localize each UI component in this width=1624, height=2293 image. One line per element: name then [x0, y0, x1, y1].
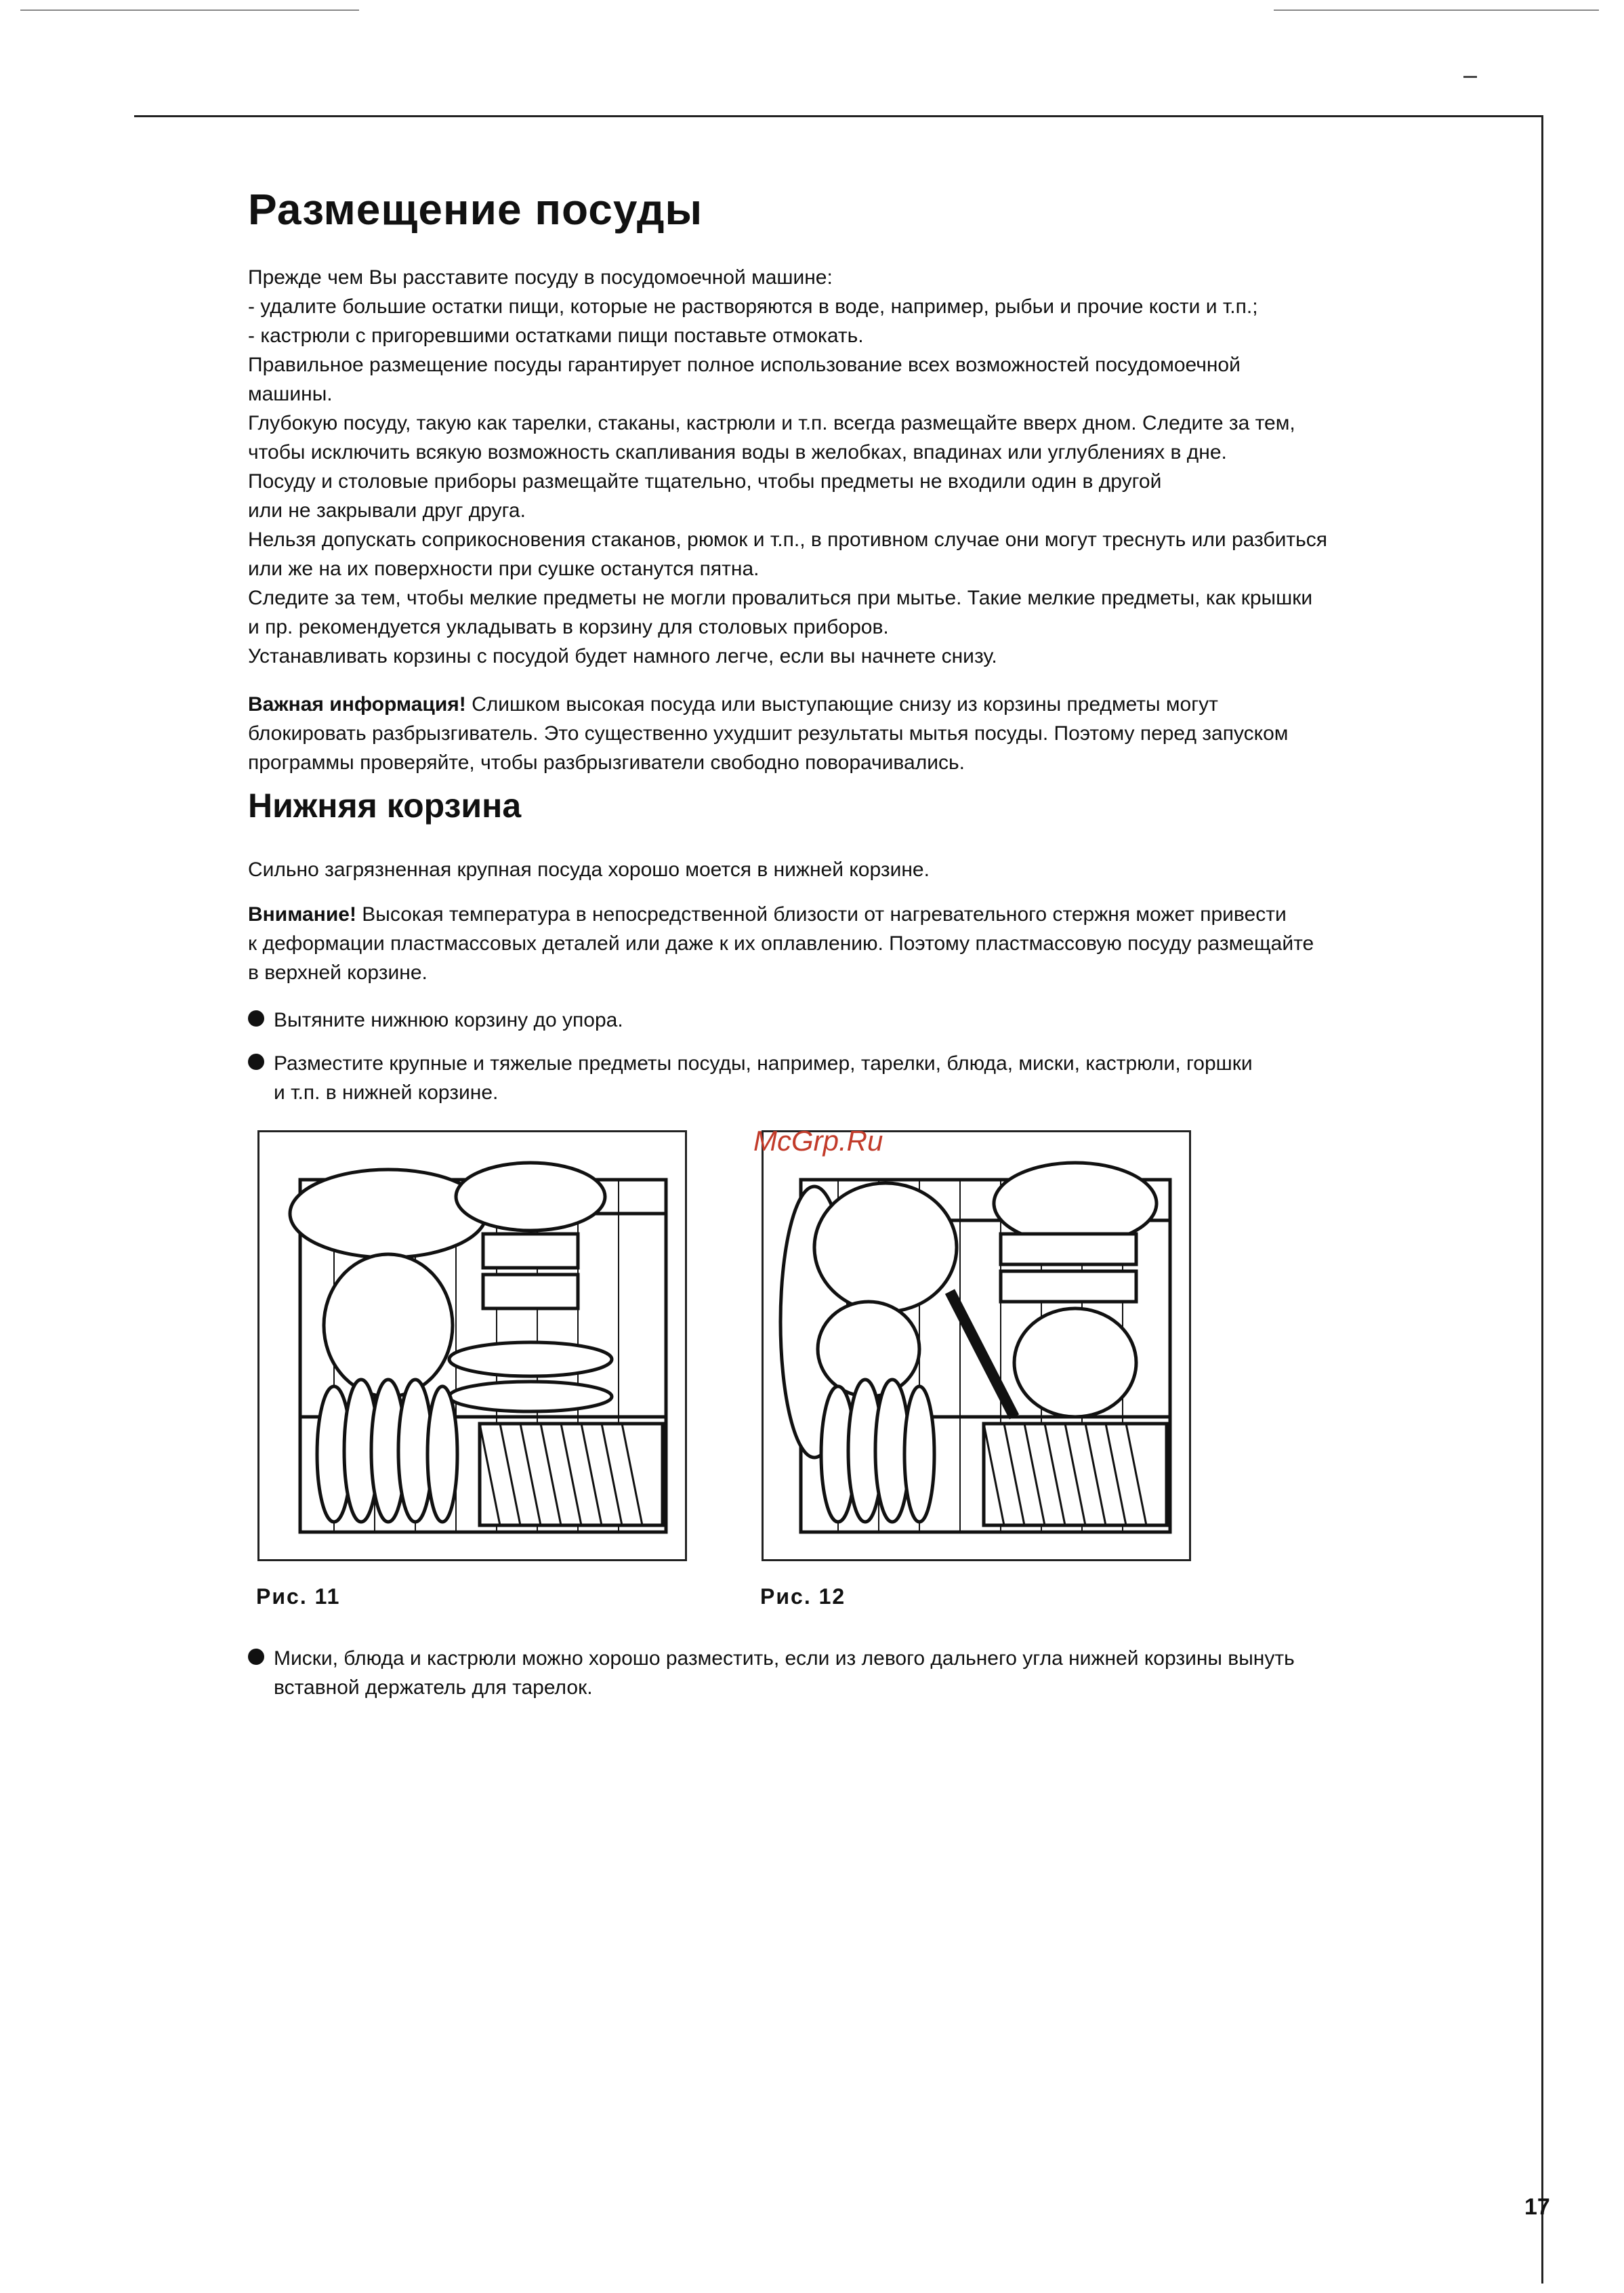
figure-11-caption: Рис. 11	[256, 1584, 341, 1609]
intro-line: Следите за тем, чтобы мелкие предметы не могли провалиться при мытье. Такие мелкие предметы, как крышки	[248, 587, 1313, 609]
intro-line: Посуду и столовые приборы размещайте тщательно, чтобы предметы не входили один в другой	[248, 470, 1162, 493]
figure-11	[257, 1130, 687, 1561]
bullet-list	[248, 1644, 1501, 1702]
section-heading: Нижняя корзина	[248, 787, 522, 825]
intro-line: Нельзя допускать соприкосновения стаканов, рюмок и т.п., в противном случае они могут треснуть или разбиться	[248, 529, 1327, 551]
attention-label: Внимание!	[248, 903, 356, 926]
section2-text	[248, 855, 1501, 884]
intro-line: и пр. рекомендуется укладывать в корзину для столовых приборов.	[248, 616, 889, 638]
dishwasher-basket-illustration	[259, 1132, 685, 1559]
important-label: Важная информация!	[248, 693, 466, 716]
intro-line: Прежде чем Вы расставите посуду в посудомоечной машине:	[248, 266, 833, 289]
section2-para: Сильно загрязненная крупная посуда хорошо моется в нижней корзине.	[248, 859, 930, 881]
intro-line: или не закрывали друг друга.	[248, 499, 526, 522]
attention-line: к деформации пластмассовых деталей или даже к их оплавлению. Поэтому пластмассовую посуду размещайте	[248, 932, 1314, 955]
page-title: Размещение посуды	[248, 185, 703, 234]
bullet-list	[248, 1049, 1501, 1107]
figure-12	[762, 1130, 1191, 1561]
scan-mark-right	[1274, 9, 1599, 11]
attention-line: в верхней корзине.	[248, 962, 428, 984]
list-item: Миски, блюда и кастрюли можно хорошо разместить, если из левого дальнего угла нижней корзины вынуть вставной держатель для тарелок.	[248, 1644, 1501, 1702]
dishwasher-basket-illustration	[764, 1132, 1189, 1559]
attention-note	[248, 900, 1501, 987]
intro-line: машины.	[248, 383, 333, 405]
intro-line: Правильное размещение посуды гарантирует полное использование всех возможностей посудомоечной	[248, 354, 1241, 376]
important-line: блокировать разбрызгиватель. Это существенно ухудшит результаты мытья посуды. Поэтому перед запуском	[248, 722, 1289, 745]
attention-line: Высокая температура в непосредственной близости от нагревательного стержня может привести	[356, 903, 1287, 926]
list-item: Разместите крупные и тяжелые предметы посуды, например, тарелки, блюда, миски, кастрюли, горшки и т.п. в нижней корзине.	[248, 1049, 1501, 1107]
bullet-list	[248, 1006, 1501, 1035]
intro-line: - кастрюли с пригоревшими остатками пищи поставьте отмокать.	[248, 325, 864, 347]
right-margin-rule	[1541, 115, 1543, 2284]
intro-line: - удалите большие остатки пищи, которые не растворяются в воде, например, рыбьи и прочие кости и т.п.;	[248, 295, 1258, 318]
bullet-icon	[248, 1010, 264, 1027]
intro-line: или же на их поверхности при сушке останутся пятна.	[248, 558, 759, 580]
list-item: Вытяните нижнюю корзину до упора.	[248, 1006, 1501, 1035]
intro-line: Глубокую посуду, такую как тарелки, стаканы, кастрюли и т.п. всегда размещайте вверх дном. Следите за тем,	[248, 412, 1295, 434]
intro-text	[248, 263, 1501, 671]
scan-mark-left	[20, 9, 359, 11]
intro-line: Устанавливать корзины с посудой будет намного легче, если вы начнете снизу.	[248, 645, 997, 667]
margin-mark	[1463, 76, 1477, 78]
bullet-icon	[248, 1054, 264, 1070]
top-rule	[134, 115, 1543, 117]
page-number: 17	[1524, 2194, 1550, 2220]
figure-12-caption: Рис. 12	[760, 1584, 846, 1609]
important-line: программы проверяйте, чтобы разбрызгиватели свободно поворачивались.	[248, 751, 965, 774]
intro-line: чтобы исключить всякую возможность скапливания воды в желобках, впадинах или углублениях в дне.	[248, 441, 1227, 463]
important-line: Слишком высокая посуда или выступающие снизу из корзины предметы могут	[465, 693, 1218, 716]
bullet-icon	[248, 1649, 264, 1665]
important-note	[248, 690, 1501, 777]
watermark: McGrp.Ru	[753, 1125, 883, 1157]
